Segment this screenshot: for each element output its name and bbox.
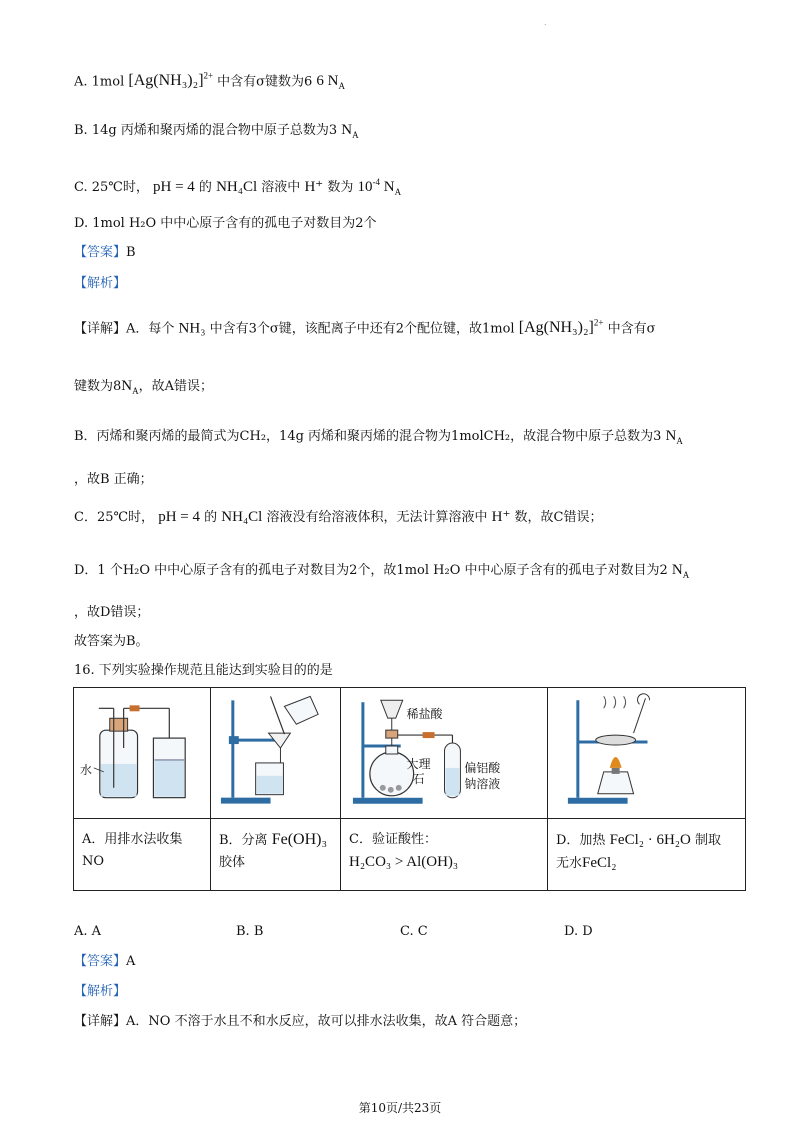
acid-strength-apparatus bbox=[341, 688, 547, 816]
nh3-formula: NH₃ bbox=[178, 320, 206, 337]
na-symbol: $N_A$ bbox=[341, 122, 359, 140]
label-marble-1: 大理 bbox=[406, 756, 431, 771]
option-b: B. 14g 丙烯和聚丙烯的混合物中原子总数为3 $N_A$ bbox=[74, 122, 359, 140]
page-footer: 第10页/共23页 bbox=[358, 1101, 442, 1115]
caption-b: B．分离 Fe(OH)₃ 胶体 bbox=[211, 819, 341, 891]
option-a: A. 1mol $[Ag(NH_3)_2]^{2+}$ 中含有σ键数为6 6 $N_A$ bbox=[74, 71, 345, 92]
caption-a: A．用排水法收集 NO bbox=[74, 819, 211, 891]
answer-2: 【答案】A bbox=[74, 954, 136, 969]
na-symbol: 6 $N_A$ bbox=[316, 73, 345, 92]
ag-complex-formula: $[Ag(NH_3)_2]^{2+}$ bbox=[128, 71, 214, 90]
detail-a-cont: 键数为$8N_A$，故A错误； bbox=[74, 378, 214, 396]
detail-c: C．25℃时， pH = 4 的 NH₄Cl 溶液没有给溶液体积，无法计算溶液中 H⁺ 数，故C错误； bbox=[74, 509, 603, 525]
ph-expression: pH = 4 bbox=[152, 179, 195, 195]
detail-a: 【详解】A．每个 NH₃ 中含有3个σ键，该配离子中还有2个配位键，故1mol $[Ag(NH_3)_2]^{2+}$ 中含有σ bbox=[74, 318, 656, 337]
nh4cl-formula: NH₄Cl bbox=[216, 179, 258, 195]
detail-d-cont: ，故D错误； bbox=[74, 605, 150, 620]
detail-d: D．1 个H₂O 中中心原子含有的孤电子对数目为2个，故1mol H₂O 中中心原子含有的孤电子对数目为2 $N_A$ bbox=[74, 562, 690, 580]
na-symbol: $N_A$ bbox=[665, 428, 683, 446]
image-c-cell bbox=[341, 688, 548, 819]
choice-b: B. B bbox=[236, 924, 264, 939]
ag-complex-formula: $[Ag(NH_3)_2]^{2+}$ bbox=[518, 318, 604, 337]
h-ion: H⁺ bbox=[304, 179, 324, 195]
question-16-stem: 16. 下列实验操作规范且能达到实验目的的是 bbox=[74, 663, 333, 678]
image-d-cell bbox=[548, 688, 746, 819]
na-symbol: $N_A$ bbox=[121, 378, 139, 396]
conclusion: 故答案为B。 bbox=[74, 634, 149, 649]
option-d: D. 1mol H₂O 中中心原子含有的孤电子对数目为2个 bbox=[74, 216, 377, 231]
ph-expression: pH = 4 bbox=[158, 509, 200, 525]
label-naalo2-2: 钠溶液 bbox=[464, 776, 501, 791]
label-water: 水 bbox=[79, 762, 92, 777]
label-dilute-hcl: 稀盐酸 bbox=[406, 707, 443, 722]
choice-c: C. C bbox=[400, 924, 428, 939]
nh4cl-formula: NH₄Cl bbox=[221, 509, 263, 525]
label-marble-2: 石 bbox=[412, 771, 425, 786]
scan-dot: . bbox=[544, 18, 547, 27]
label-naalo2-1: 偏铝酸 bbox=[464, 760, 501, 775]
filtration-apparatus bbox=[211, 688, 340, 816]
water-collection-apparatus bbox=[74, 688, 210, 816]
analysis-2: 【解析】 bbox=[74, 984, 127, 999]
power-expression: $10^{-4}$ $N_A$ bbox=[357, 177, 402, 197]
answer-1: 【答案】B bbox=[74, 245, 136, 260]
na-symbol: $N_A$ bbox=[671, 562, 690, 580]
caption-d: D．加热 FeCl₂ · 6H₂O 制取 无水FeCl₂ bbox=[548, 819, 746, 891]
caption-c: C．验证酸性： H₂CO₃ > Al(OH)₃ bbox=[341, 819, 548, 891]
choice-a: A. A bbox=[74, 924, 102, 939]
detail-2: 【详解】A．NO 不溶于水且不和水反应，故可以排水法收集，故A 符合题意； bbox=[74, 1014, 527, 1029]
h-ion: H⁺ bbox=[491, 509, 511, 525]
image-a-cell bbox=[74, 688, 211, 819]
heating-apparatus bbox=[548, 688, 745, 816]
experiment-table bbox=[73, 687, 746, 891]
detail-b: B．丙烯和聚丙烯的最简式为CH₂，14g 丙烯和聚丙烯的混合物为1molCH₂，故混合物中原子总数为3 $N_A$ bbox=[74, 428, 683, 446]
image-b-cell bbox=[211, 688, 341, 819]
analysis-1: 【解析】 bbox=[74, 276, 127, 291]
choice-d: D. D bbox=[564, 924, 593, 939]
option-c: C. 25℃时， pH = 4 的 NH₄Cl 溶液中 H⁺ 数为 $10^{-4}$ $N_A$ bbox=[74, 177, 402, 197]
detail-b-cont: ，故B 正确； bbox=[74, 472, 153, 487]
